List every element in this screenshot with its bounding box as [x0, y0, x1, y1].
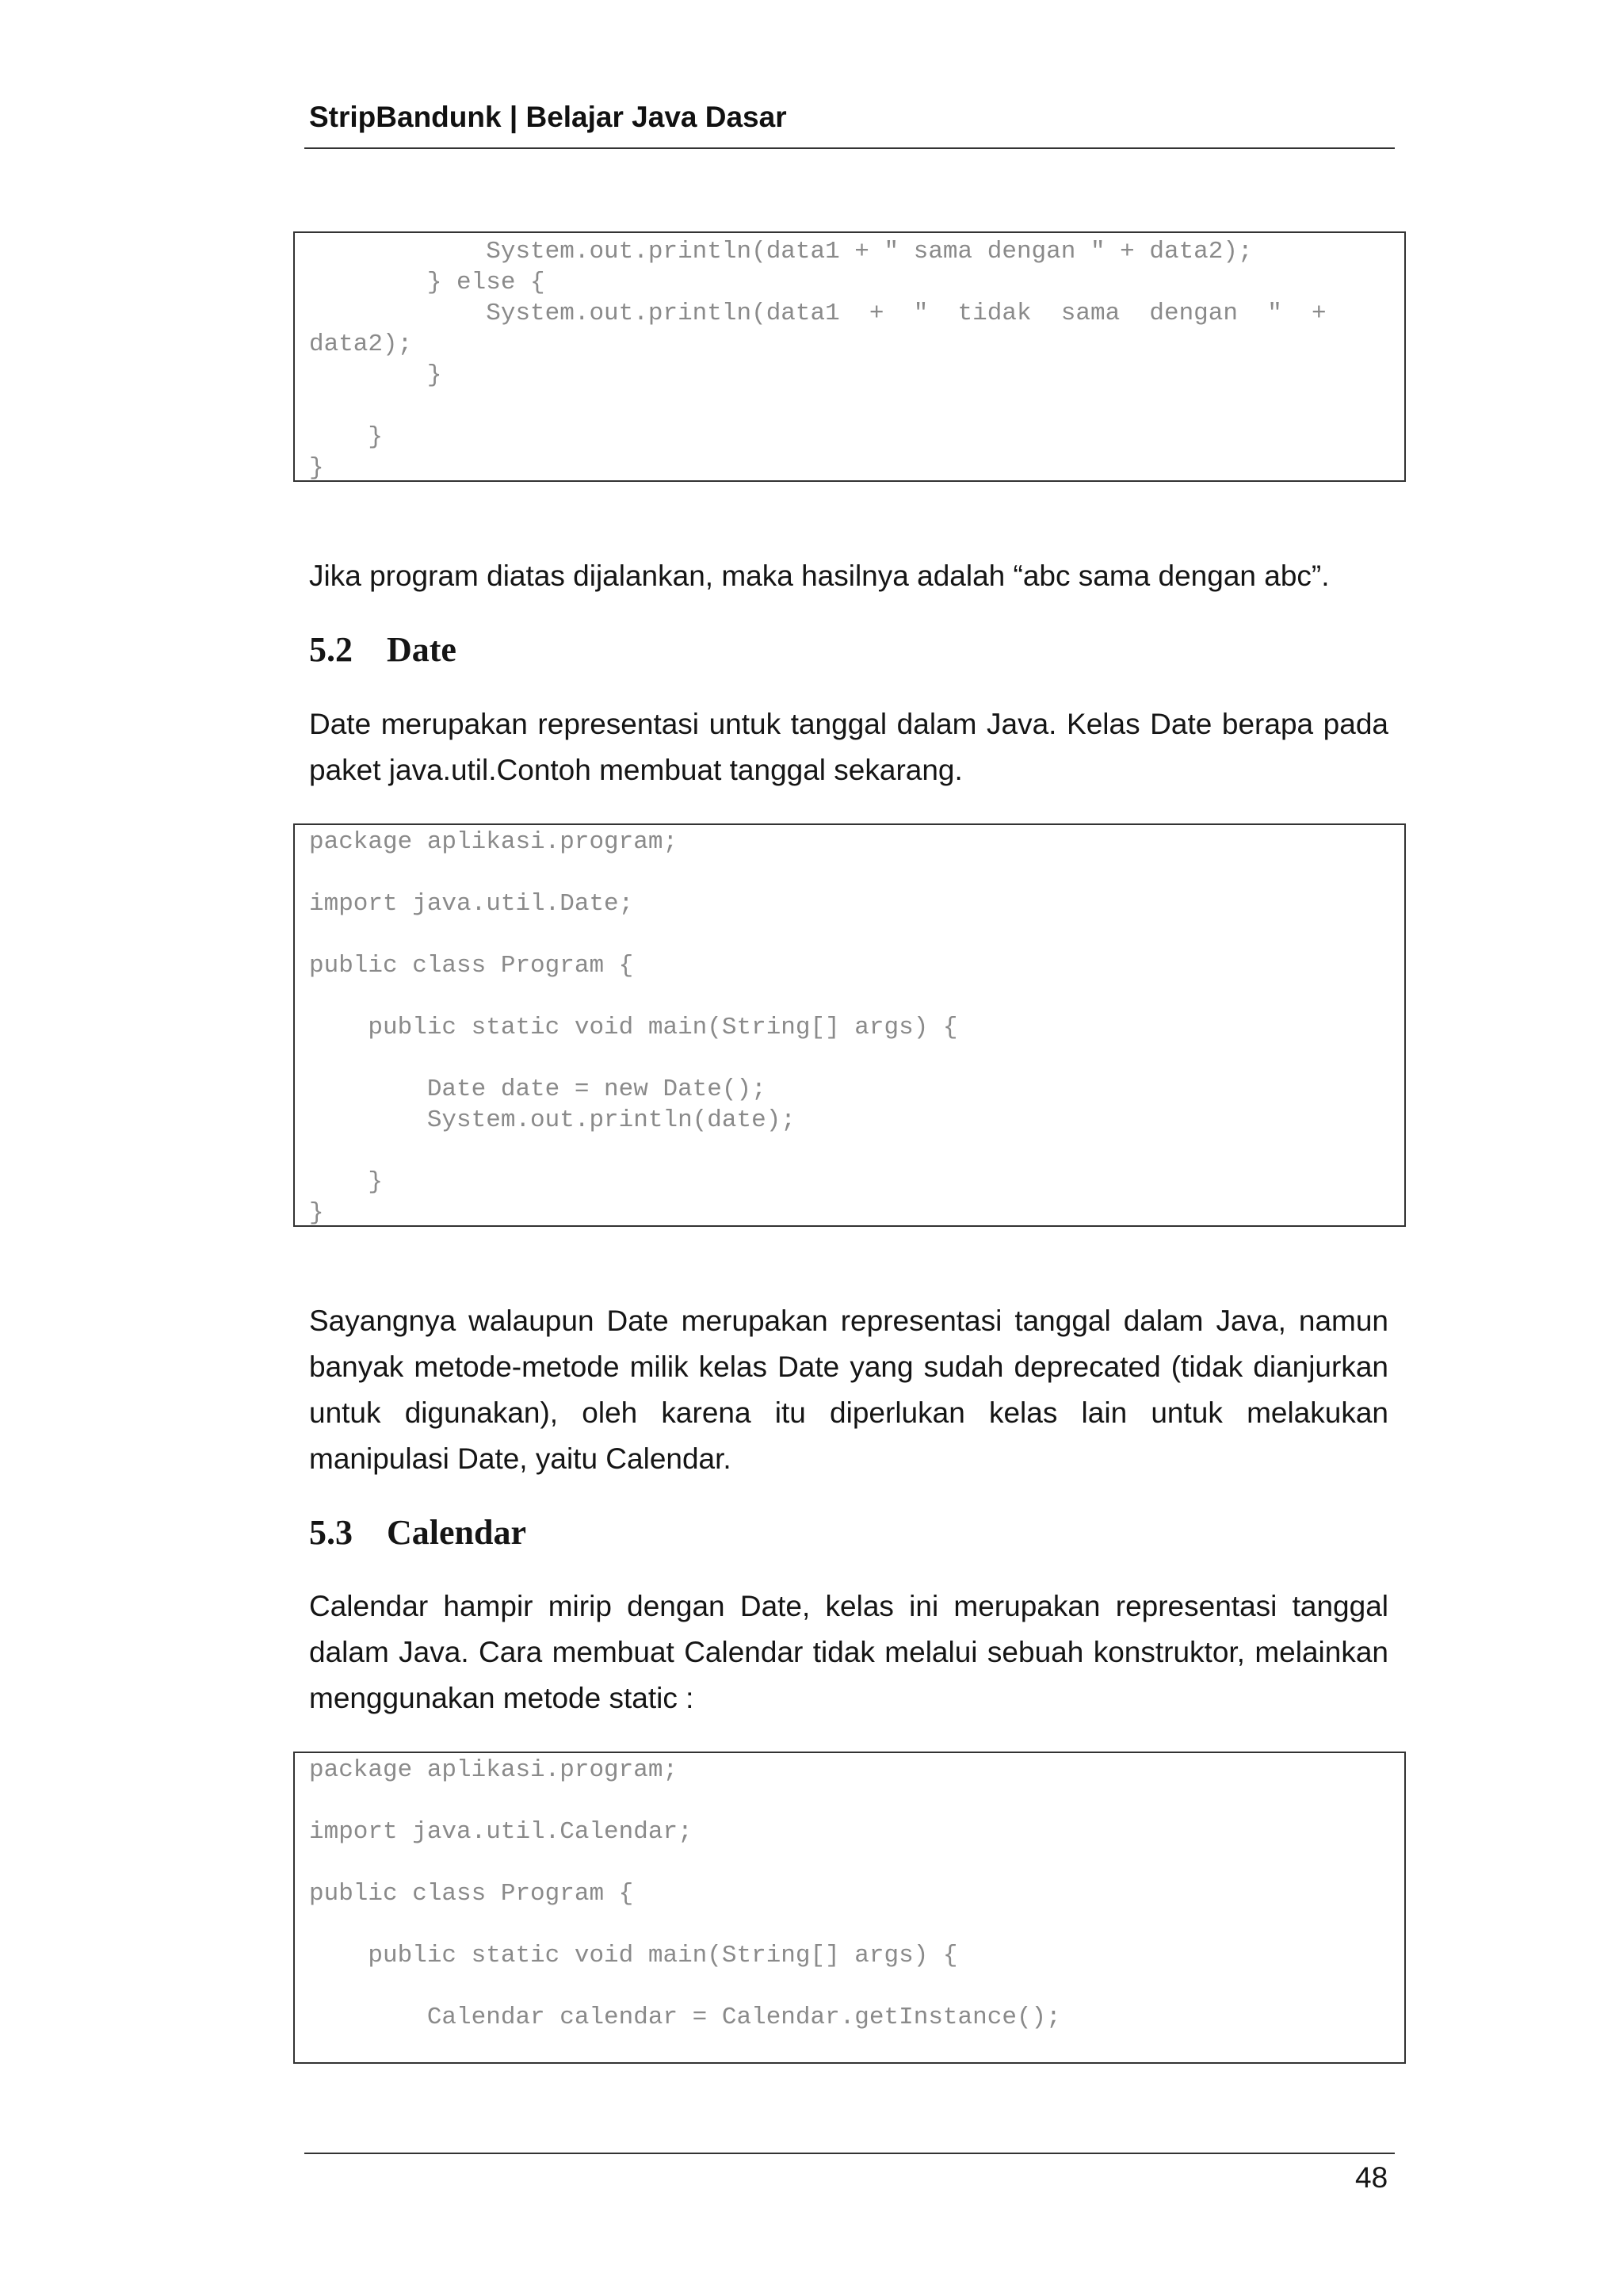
code-line: }	[309, 423, 384, 451]
code-line-blank	[309, 1043, 1404, 1074]
code-line: }	[309, 1199, 324, 1227]
code-line: data2);	[309, 330, 413, 358]
code-block-calendar	[293, 1752, 1406, 2064]
page-number: 48	[1355, 2161, 1388, 2194]
code-line: }	[309, 1168, 384, 1196]
code-line-blank	[309, 1136, 1404, 1167]
code-line-blank	[309, 919, 1404, 950]
code-line: public static void main(String[] args) {	[309, 1942, 958, 1969]
code-line: import java.util.Date;	[309, 890, 634, 918]
code-line: }	[309, 361, 442, 389]
code-line: package aplikasi.program;	[309, 1756, 678, 1784]
section-title: Calendar	[387, 1513, 526, 1552]
code-line: package aplikasi.program;	[309, 828, 678, 856]
page-header	[304, 95, 1395, 149]
code-line: System.out.println(data1 + " tidak sama dengan " +	[309, 300, 1327, 327]
code-block-equals	[293, 231, 1406, 482]
date-deprecated-paragraph: Sayangnya walaupun Date merupakan representasi tanggal dalam Java, namun banyak metode-metode milik kelas Date yang sudah deprecated (tidak dianjurkan untuk digunakan), oleh karena itu diperlukan kelas lain untuk melakukan manipulasi Date, yaitu Calendar.	[309, 1305, 1388, 1475]
section-heading-calendar	[309, 1511, 526, 1554]
code-line-blank	[309, 858, 1404, 888]
running-header-title: StripBandunk | Belajar Java Dasar	[309, 101, 787, 133]
code-line: System.out.println(date);	[309, 1106, 796, 1134]
code-line: Calendar calendar = Calendar.getInstance();	[309, 2004, 1061, 2031]
code-line: public static void main(String[] args) {	[309, 1014, 958, 1041]
section-title: Date	[387, 630, 456, 669]
code-line-blank	[309, 1847, 1404, 1878]
code-line: }	[309, 454, 324, 482]
code-line: public class Program {	[309, 1880, 634, 1908]
code-line: System.out.println(data1 + " sama dengan " + data2);	[309, 238, 1253, 266]
code-line-blank	[309, 981, 1404, 1012]
code-line: public class Program {	[309, 952, 634, 980]
code-listing	[295, 825, 1404, 1228]
code-line-blank	[309, 1786, 1404, 1817]
date-intro-paragraph: Date merupakan representasi untuk tanggal dalam Java. Kelas Date berapa pada paket java.util.Contoh membuat tanggal sekarang.	[309, 708, 1388, 786]
code-listing	[295, 1753, 1404, 2064]
code-line: import java.util.Calendar;	[309, 1818, 693, 1846]
result-paragraph: Jika program diatas dijalankan, maka hasilnya adalah “abc sama dengan abc”.	[309, 560, 1330, 592]
code-line-blank	[309, 1971, 1404, 2002]
code-line: Date date = new Date();	[309, 1075, 766, 1103]
code-listing	[295, 233, 1404, 483]
code-line-blank	[309, 2033, 1404, 2064]
footer-rule	[304, 2153, 1395, 2154]
calendar-intro-paragraph: Calendar hampir mirip dengan Date, kelas ini merupakan representasi tanggal dalam Java. Cara membuat Calendar tidak melalui sebuah konstruktor, melainkan menggunakan metode static :	[309, 1590, 1388, 1714]
code-block-date	[293, 823, 1406, 1227]
section-number: 5.3	[309, 1513, 353, 1552]
code-line-blank	[309, 1909, 1404, 1940]
code-line-blank	[309, 391, 1404, 422]
section-number: 5.2	[309, 630, 353, 669]
code-line: } else {	[309, 269, 545, 296]
section-heading-date	[309, 628, 456, 671]
